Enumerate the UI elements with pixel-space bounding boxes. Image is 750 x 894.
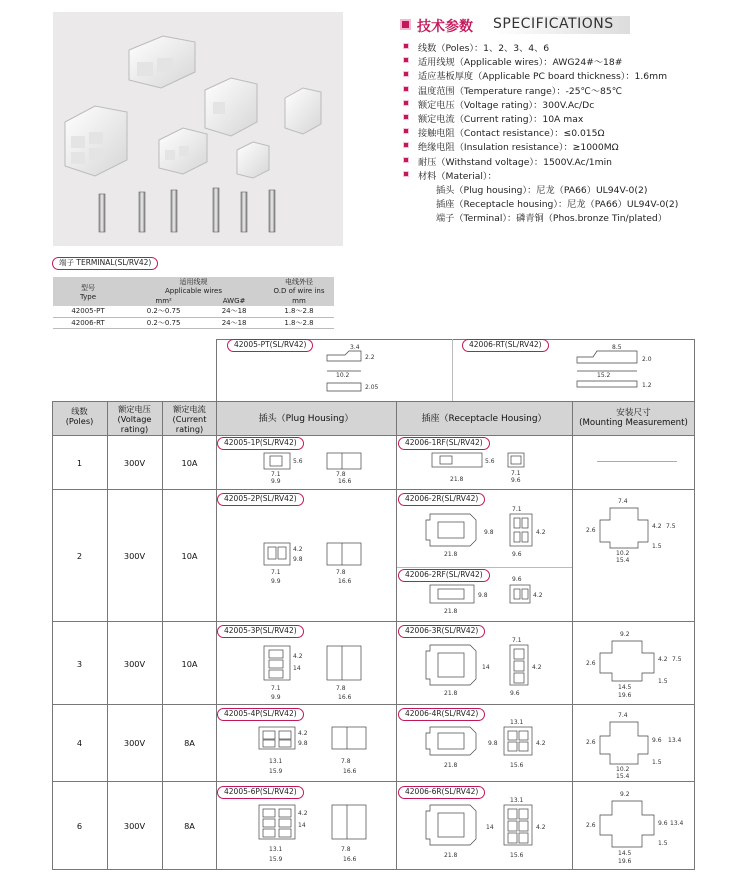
- mounting-placeholder-line: [597, 461, 677, 462]
- specifications-title-en: SPECIFICATIONS: [493, 16, 614, 32]
- header-plug: 插头（Plug Housing）: [258, 414, 354, 424]
- svg-text:2.6: 2.6: [586, 660, 596, 667]
- spec-item: 材料（Material）：: [403, 168, 743, 182]
- svg-text:7.8: 7.8: [341, 846, 351, 853]
- svg-text:16.6: 16.6: [338, 478, 352, 485]
- mounting-drawing: [582, 708, 692, 780]
- svg-text:21.8: 21.8: [444, 762, 458, 769]
- plug-tag: 42005-3P(SL/RV42): [217, 625, 304, 638]
- bullet-icon: [403, 71, 409, 77]
- plug-drawing: [262, 642, 377, 702]
- current-cell: 10A: [181, 659, 198, 669]
- svg-text:8.5: 8.5: [612, 344, 622, 351]
- poles-cell: 1: [76, 458, 83, 468]
- svg-text:7.8: 7.8: [336, 685, 346, 692]
- current-cell: 10A: [181, 551, 198, 561]
- material-item: 插座（Receptacle housing）：尼龙（PA66）UL94V-0(2): [436, 199, 679, 211]
- voltage-cell: 300V: [123, 551, 146, 561]
- svg-text:7.1: 7.1: [512, 506, 522, 513]
- housing-2r: [205, 78, 257, 136]
- current-cell: 10A: [181, 458, 198, 468]
- product-photo: [53, 12, 343, 246]
- svg-text:4.2: 4.2: [293, 653, 303, 660]
- voltage-cell: 300V: [123, 659, 146, 669]
- svg-text:21.8: 21.8: [444, 551, 458, 558]
- svg-text:4.2: 4.2: [298, 810, 308, 817]
- svg-text:16.6: 16.6: [343, 856, 357, 863]
- receptacle-drawing: [424, 795, 559, 867]
- housing-1r: [285, 88, 321, 134]
- receptacle-tag: 42006-2RF(SL/RV42): [398, 569, 490, 582]
- svg-text:7.1: 7.1: [271, 685, 281, 692]
- svg-text:2.0: 2.0: [642, 356, 652, 363]
- receptacle-drawing: [424, 717, 559, 779]
- svg-text:9.6: 9.6: [652, 737, 662, 744]
- terminal-tag: 端子 TERMINAL(SL/RV42): [52, 257, 158, 270]
- spec-item: 线数（Poles）：1、2、3、4、6: [403, 40, 743, 54]
- bullet-icon: [403, 171, 409, 177]
- svg-text:14: 14: [298, 822, 306, 829]
- table-row: 42006-RT 0.2～0.75 24～18 1.8～2.8: [53, 317, 334, 328]
- svg-text:13.4: 13.4: [668, 737, 682, 744]
- mounting-drawing: [582, 627, 692, 699]
- header-current: 额定电流 (Current rating): [172, 404, 207, 434]
- svg-text:19.6: 19.6: [618, 692, 632, 699]
- svg-text:1.5: 1.5: [652, 759, 662, 766]
- svg-text:16.6: 16.6: [338, 578, 352, 585]
- header-poles: 线数 (Poles): [65, 406, 94, 426]
- spec-item: 耐压（Withstand voltage）：1500V.Ac/1min: [403, 154, 743, 168]
- svg-text:2.6: 2.6: [586, 739, 596, 746]
- svg-text:9.8: 9.8: [298, 740, 308, 747]
- svg-text:4.2: 4.2: [293, 546, 303, 553]
- terminal-rt-tag: 42006-RT(SL/RV42): [462, 339, 549, 352]
- svg-text:1.5: 1.5: [652, 543, 662, 550]
- housing-6p-back: [129, 36, 195, 88]
- svg-text:14: 14: [293, 665, 301, 672]
- current-cell: 8A: [184, 821, 195, 831]
- svg-text:13.4: 13.4: [670, 820, 684, 827]
- receptacle-tag: 42006-2R(SL/RV42): [398, 493, 485, 506]
- poles-cell: 4: [76, 738, 83, 748]
- svg-text:3.4: 3.4: [350, 344, 360, 351]
- bullet-icon: [403, 142, 409, 148]
- bullet-icon: [403, 100, 409, 106]
- plug-drawing: [257, 801, 382, 867]
- poles-cell: 2: [76, 551, 83, 561]
- svg-text:2.6: 2.6: [586, 822, 596, 829]
- plug-tag: 42005-1P(SL/RV42): [217, 437, 304, 450]
- specifications-list: [403, 40, 743, 224]
- svg-text:4.2: 4.2: [536, 824, 546, 831]
- bullet-icon: [403, 86, 409, 92]
- svg-text:9.6: 9.6: [512, 576, 522, 583]
- svg-text:1.5: 1.5: [658, 840, 668, 847]
- receptacle-drawing: [424, 504, 554, 566]
- svg-text:9.6: 9.6: [511, 477, 521, 484]
- voltage-cell: 300V: [123, 458, 146, 468]
- svg-text:7.4: 7.4: [618, 498, 628, 505]
- svg-text:13.1: 13.1: [510, 797, 524, 804]
- svg-text:2.05: 2.05: [365, 384, 379, 391]
- voltage-cell: 300V: [123, 738, 146, 748]
- svg-text:15.6: 15.6: [510, 762, 524, 769]
- svg-text:13.1: 13.1: [269, 846, 283, 853]
- svg-text:21.8: 21.8: [444, 852, 458, 859]
- spec-item: 适用线规（Applicable wires）：AWG24#～18#: [403, 54, 743, 68]
- svg-text:4.2: 4.2: [536, 529, 546, 536]
- svg-text:9.8: 9.8: [488, 740, 498, 747]
- svg-text:15.4: 15.4: [616, 557, 630, 564]
- header-mounting: 安装尺寸 (Mounting Measurement): [579, 408, 688, 428]
- plug-drawing: [257, 723, 382, 779]
- table-row: 42005-PT 0.2～0.75 24～18 1.8～2.8: [53, 306, 334, 317]
- spec-item: 额定电压（Voltage rating）：300V.Ac/Dc: [403, 97, 743, 111]
- svg-text:1.2: 1.2: [642, 382, 652, 389]
- svg-text:15.4: 15.4: [616, 773, 630, 780]
- svg-text:9.9: 9.9: [271, 694, 281, 701]
- svg-text:7.4: 7.4: [618, 712, 628, 719]
- specifications-header: [400, 16, 630, 34]
- receptacle-tag: 42006-1RF(SL/RV42): [398, 437, 490, 450]
- svg-text:9.8: 9.8: [293, 556, 303, 563]
- plug-tag: 42005-6P(SL/RV42): [217, 786, 304, 799]
- terminal-pt-drawing: [322, 343, 402, 398]
- svg-text:4.2: 4.2: [658, 656, 668, 663]
- spec-item: 额定电流（Current rating）：10A max: [403, 111, 743, 125]
- plug-drawing: [262, 539, 377, 591]
- svg-text:9.8: 9.8: [484, 529, 494, 536]
- bullet-icon: [403, 43, 409, 49]
- svg-text:21.8: 21.8: [444, 690, 458, 697]
- svg-text:14.5: 14.5: [618, 850, 632, 857]
- svg-text:1.5: 1.5: [658, 678, 668, 685]
- spec-item: 温度范围（Temperature range）：-25℃～85℃: [403, 83, 743, 97]
- receptacle-drawing: [430, 451, 540, 487]
- mounting-drawing: [582, 494, 687, 564]
- svg-text:7.8: 7.8: [341, 758, 351, 765]
- svg-text:15.9: 15.9: [269, 768, 283, 775]
- poles-cell: 6: [76, 821, 83, 831]
- header-voltage: 额定电压 (Voltage rating): [117, 404, 152, 434]
- svg-text:9.8: 9.8: [478, 592, 488, 599]
- svg-text:4.2: 4.2: [536, 740, 546, 747]
- poles-cell: 3: [76, 659, 83, 669]
- svg-text:15.6: 15.6: [510, 852, 524, 859]
- svg-text:5.6: 5.6: [293, 458, 303, 465]
- svg-text:7.5: 7.5: [666, 523, 676, 530]
- svg-text:2.6: 2.6: [586, 527, 596, 534]
- svg-text:9.9: 9.9: [271, 478, 281, 485]
- receptacle-drawing: [424, 576, 554, 619]
- material-item: 插头（Plug housing）：尼龙（PA66）UL94V-0(2): [436, 184, 648, 196]
- svg-text:9.6: 9.6: [512, 551, 522, 558]
- spec-item: 绝缘电阻（Insulation resistance）：≥1000MΩ: [403, 139, 743, 153]
- plug-tag: 42005-4P(SL/RV42): [217, 708, 304, 721]
- plug-drawing: [262, 451, 372, 487]
- svg-text:10.2: 10.2: [336, 372, 350, 379]
- voltage-cell: 300V: [123, 821, 146, 831]
- material-item: 端子（Terminal）：磷青铜（Phos.bronze Tin/plated）: [436, 213, 667, 225]
- svg-text:4.2: 4.2: [298, 730, 308, 737]
- svg-text:9.9: 9.9: [271, 578, 281, 585]
- svg-text:7.5: 7.5: [672, 656, 682, 663]
- bullet-icon: [403, 114, 409, 120]
- housing-1p: [237, 142, 269, 178]
- svg-text:13.1: 13.1: [510, 719, 524, 726]
- svg-text:7.8: 7.8: [336, 471, 346, 478]
- svg-text:15.9: 15.9: [269, 856, 283, 863]
- svg-text:9.6: 9.6: [510, 690, 520, 697]
- terminal-table: 型号 Type 适用线规 Applicable wires 电线外径 O.D of wire ins mm² AWG# mm 42005-PT 0.2～0.75 24～18 1.8～2.8 42006-RT 0.2～0.75 24～18 1.8～2.8: [53, 277, 334, 329]
- svg-text:7.1: 7.1: [271, 471, 281, 478]
- terminal-pins: [99, 188, 275, 232]
- svg-text:19.6: 19.6: [618, 858, 632, 865]
- svg-text:14.5: 14.5: [618, 684, 632, 691]
- drawing-table: [52, 339, 695, 870]
- mounting-drawing: [582, 787, 692, 865]
- svg-text:2.2: 2.2: [365, 354, 375, 361]
- receptacle-tag: 42006-6R(SL/RV42): [398, 786, 485, 799]
- svg-text:9.2: 9.2: [620, 791, 630, 798]
- receptacle-tag: 42006-3R(SL/RV42): [398, 625, 485, 638]
- svg-text:16.6: 16.6: [343, 768, 357, 775]
- spec-bullet-icon: [400, 19, 411, 30]
- svg-text:14: 14: [482, 664, 490, 671]
- svg-text:9.6: 9.6: [658, 820, 668, 827]
- specifications-title-cn: 技术参数: [417, 19, 473, 35]
- housing-6p-front: [65, 106, 127, 176]
- svg-text:4.2: 4.2: [652, 523, 662, 530]
- svg-text:7.8: 7.8: [336, 569, 346, 576]
- svg-text:9.2: 9.2: [620, 631, 630, 638]
- svg-text:4.2: 4.2: [533, 592, 543, 599]
- bullet-icon: [403, 128, 409, 134]
- bullet-icon: [403, 57, 409, 63]
- receptacle-tag: 42006-4R(SL/RV42): [398, 708, 485, 721]
- header-receptacle: 插座（Receptacle Housing）: [421, 414, 547, 424]
- svg-text:5.6: 5.6: [485, 458, 495, 465]
- bullet-icon: [403, 157, 409, 163]
- svg-text:10.2: 10.2: [616, 550, 630, 557]
- svg-text:15.2: 15.2: [597, 372, 611, 379]
- svg-text:10.2: 10.2: [616, 766, 630, 773]
- svg-text:13.1: 13.1: [269, 758, 283, 765]
- plug-tag: 42005-2P(SL/RV42): [217, 493, 304, 506]
- svg-text:7.1: 7.1: [512, 637, 522, 644]
- svg-text:16.6: 16.6: [338, 694, 352, 701]
- spec-item: 适应基板厚度（Applicable PC board thickness）：1.6mm: [403, 68, 743, 82]
- svg-text:4.2: 4.2: [532, 664, 542, 671]
- spec-item: 接触电阻（Contact resistance）：≤0.015Ω: [403, 125, 743, 139]
- svg-text:7.1: 7.1: [271, 569, 281, 576]
- svg-text:21.8: 21.8: [450, 476, 464, 483]
- receptacle-drawing: [424, 635, 554, 701]
- housing-2p: [159, 128, 207, 174]
- current-cell: 8A: [184, 738, 195, 748]
- svg-text:21.8: 21.8: [444, 608, 458, 615]
- terminal-rt-drawing: [572, 343, 682, 398]
- terminal-pt-tag: 42005-PT(SL/RV42): [227, 339, 313, 352]
- svg-text:7.1: 7.1: [511, 470, 521, 477]
- svg-text:14: 14: [486, 824, 494, 831]
